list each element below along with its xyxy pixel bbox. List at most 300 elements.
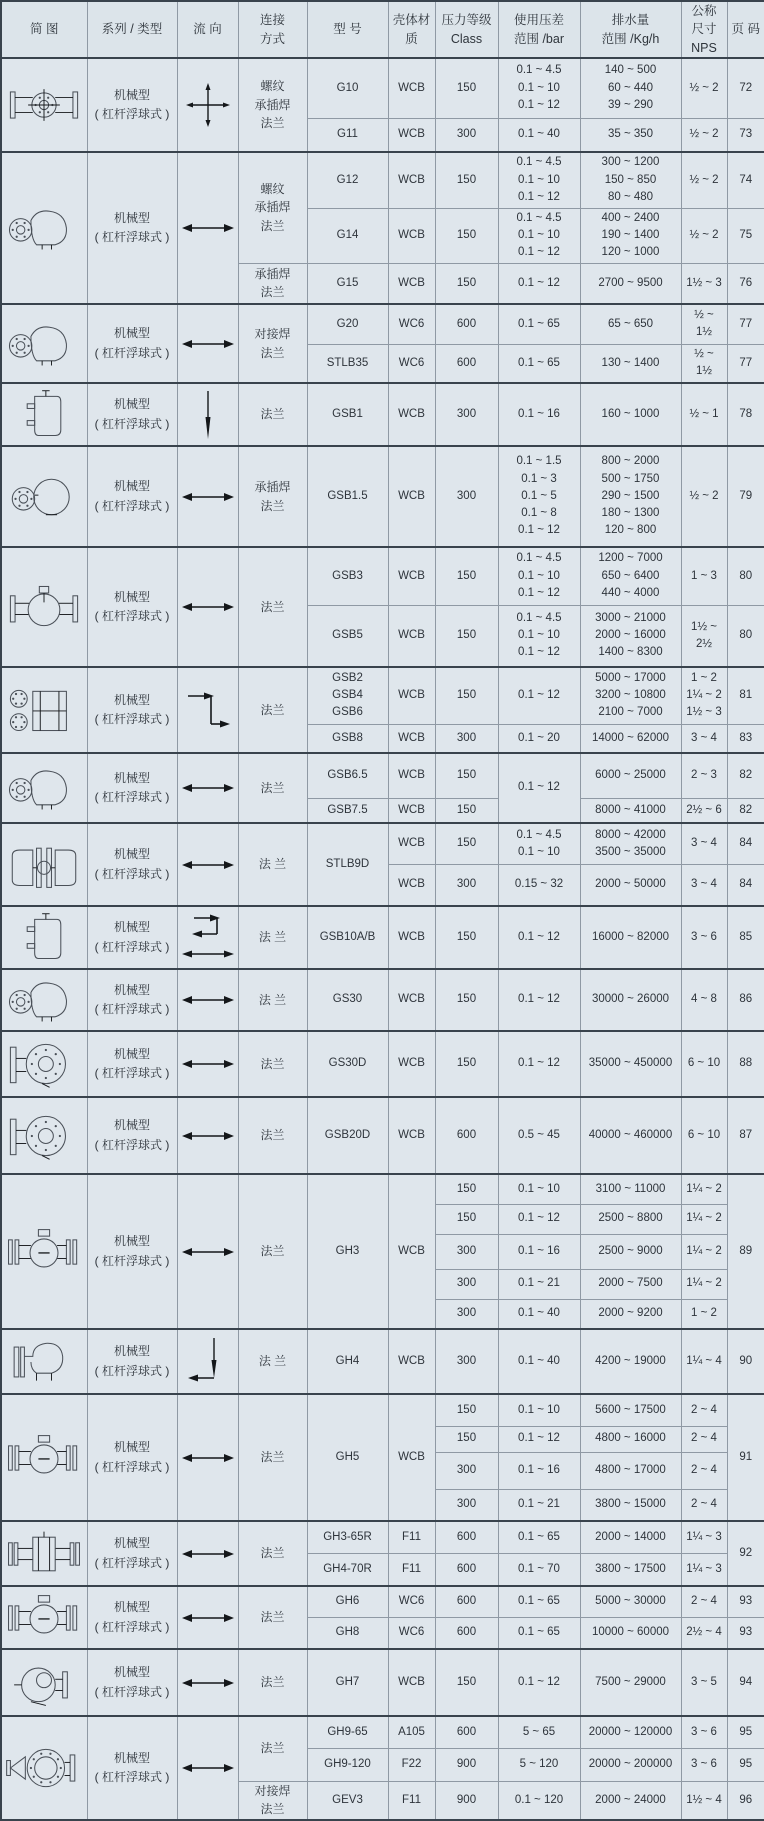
nps-size-value: 1 ~ 2 <box>691 671 717 684</box>
pressure-range-value: 0.1 ~ 65 <box>518 317 560 330</box>
material <box>388 1649 435 1716</box>
model-number-value: GH9-120 <box>324 1757 371 1770</box>
capacity-range <box>580 667 681 724</box>
nps-size <box>681 263 727 304</box>
pressure-range <box>498 152 580 208</box>
page-number-value: 80 <box>739 569 753 582</box>
series-type-label: ( 杠杆浮球式 ) <box>94 1459 170 1474</box>
page-number <box>727 724 764 753</box>
column-header-series <box>87 1 177 58</box>
nps-size-value: 1½ <box>696 326 712 339</box>
material <box>388 1748 435 1781</box>
page-number <box>727 152 764 208</box>
pressure-class-value: 150 <box>456 1675 477 1688</box>
series-type-label: ( 杠杆浮球式 ) <box>94 1684 170 1699</box>
connection-type <box>238 1174 307 1329</box>
capacity-range <box>580 208 681 263</box>
capacity-range <box>580 304 681 344</box>
pressure-range-value: 0.1 ~ 4.5 <box>516 211 562 224</box>
page-number <box>727 823 764 864</box>
series-type-label: 机械型 <box>113 1750 150 1765</box>
capacity-range <box>580 1553 681 1586</box>
series-type-label: ( 杠杆浮球式 ) <box>94 939 170 954</box>
flow-left-right-icon <box>180 467 236 527</box>
capacity-range-value: 180 ~ 1300 <box>601 507 660 520</box>
capacity-range <box>580 547 681 605</box>
pressure-range-value: 0.1 ~ 12 <box>518 586 560 599</box>
flow-left-right-icon <box>180 1524 236 1584</box>
column-header-label: 质 <box>405 31 418 46</box>
material <box>388 1586 435 1617</box>
series-type <box>87 1586 177 1649</box>
column-header-dp <box>498 1 580 58</box>
column-header-model <box>307 1 388 58</box>
capacity-range <box>580 1748 681 1781</box>
pressure-range-value: 0.1 ~ 65 <box>518 356 560 369</box>
model-number <box>307 1649 388 1716</box>
pressure-range <box>498 446 580 547</box>
product-sketch-side-float-icon <box>4 972 84 1028</box>
pressure-class <box>435 1204 498 1234</box>
series-type-label: 机械型 <box>113 982 150 997</box>
capacity-range-value: 30000 ~ 26000 <box>591 993 670 1006</box>
column-header-mat <box>388 1 435 58</box>
nps-size <box>681 58 727 118</box>
connection-type <box>238 1649 307 1716</box>
page-number <box>727 798 764 823</box>
connection-type-value: 法 兰 <box>258 930 287 945</box>
material-value: F22 <box>401 1757 422 1770</box>
material <box>388 906 435 969</box>
page-number-value: 82 <box>739 769 753 782</box>
connection-type <box>238 1586 307 1649</box>
product-sketch-side-float-icon <box>4 760 84 816</box>
material <box>388 152 435 208</box>
product-sketch-round-sym-icon <box>4 579 84 635</box>
series-type <box>87 667 177 753</box>
product-sketch-corner-body-icon <box>4 1334 84 1390</box>
page-number <box>727 263 764 304</box>
model-number-value: GSB10A/B <box>319 930 376 943</box>
nps-size <box>681 1716 727 1748</box>
pressure-class-value: 150 <box>456 1432 477 1445</box>
nps-size-value: 3 ~ 6 <box>691 1757 717 1770</box>
connection-type <box>238 547 307 667</box>
pressure-class <box>435 304 498 344</box>
pressure-range <box>498 1204 580 1234</box>
model-number-value: GH9-65 <box>327 1725 368 1738</box>
pressure-range <box>498 1781 580 1820</box>
series-type-label: ( 杠杆浮球式 ) <box>94 1137 170 1152</box>
pressure-range-value: 0.1 ~ 10 <box>518 81 560 94</box>
connection-type <box>238 667 307 753</box>
page-number-value: 77 <box>739 356 753 369</box>
pressure-class-value: 150 <box>456 81 477 94</box>
product-sketch-inline-pipe-icon <box>4 1224 84 1280</box>
pressure-range-value: 0.1 ~ 12 <box>518 246 560 259</box>
pressure-range <box>498 1586 580 1617</box>
pressure-range-value: 0.1 ~ 8 <box>521 507 557 520</box>
pressure-class-value: 600 <box>456 1530 477 1543</box>
material-value: WCB <box>398 407 425 420</box>
pressure-class-value: 900 <box>456 1757 477 1770</box>
flow-left-right-icon <box>180 314 236 374</box>
page-number-value: 92 <box>739 1546 753 1559</box>
flow-left-right-icon <box>180 1653 236 1713</box>
series-type-label: 机械型 <box>113 692 150 707</box>
capacity-range-value: 2700 ~ 9500 <box>598 276 663 289</box>
pressure-range-value: 0.1 ~ 12 <box>518 98 560 111</box>
series-type-label: 机械型 <box>113 1536 150 1551</box>
pressure-class <box>435 1716 498 1748</box>
capacity-range <box>580 383 681 446</box>
pressure-class-value: 300 <box>456 1277 477 1290</box>
page-number <box>727 1329 764 1394</box>
product-sketch-cell <box>1 823 87 906</box>
page-number-value: 90 <box>739 1354 753 1367</box>
pressure-class <box>435 1781 498 1820</box>
model-number-value: G11 <box>337 128 358 141</box>
flow-direction-cell <box>177 1174 238 1329</box>
pressure-range <box>498 605 580 667</box>
capacity-range-value: 150 ~ 850 <box>604 173 657 186</box>
pressure-class <box>435 605 498 667</box>
pressure-class <box>435 1097 498 1174</box>
pressure-range <box>498 1452 580 1489</box>
material <box>388 446 435 547</box>
nps-size-value: 1¼ ~ 4 <box>686 1354 722 1367</box>
product-sketch-cell <box>1 1329 87 1394</box>
capacity-range <box>580 1234 681 1269</box>
column-header-label: 压力等级 <box>441 13 492 28</box>
pressure-class-value: 600 <box>456 1725 477 1738</box>
model-number-value: GS30D <box>328 1057 367 1070</box>
nps-size-value: ½ ~ 2 <box>689 128 719 141</box>
series-type-label: ( 杠杆浮球式 ) <box>94 1555 170 1570</box>
flow-left-right-icon <box>180 1106 236 1166</box>
page-number-value: 87 <box>739 1128 753 1141</box>
connection-type-value: 法兰 <box>260 1450 285 1465</box>
pressure-class-value: 300 <box>456 489 477 502</box>
nps-size-value: 1 ~ 2 <box>691 1307 717 1320</box>
material-value: F11 <box>402 1793 421 1806</box>
nps-size-value: 3 ~ 4 <box>691 878 717 891</box>
nps-size <box>681 753 727 798</box>
material <box>388 1781 435 1820</box>
nps-size-value: 2 ~ 4 <box>691 1463 717 1476</box>
pressure-range <box>498 1426 580 1452</box>
page-number-value: 75 <box>739 228 753 241</box>
pressure-class <box>435 1269 498 1299</box>
nps-size-value: 2½ ~ 4 <box>686 1626 722 1639</box>
model-number <box>307 58 388 118</box>
capacity-range-value: 1400 ~ 8300 <box>598 646 663 659</box>
material-value: WC6 <box>398 317 425 330</box>
pressure-class-value: 300 <box>456 1307 477 1320</box>
capacity-range <box>580 1097 681 1174</box>
column-header-label: 简 图 <box>30 22 59 37</box>
flow-left-right-icon <box>180 1428 236 1488</box>
product-sketch-cell <box>1 1649 87 1716</box>
series-type-label: ( 杠杆浮球式 ) <box>94 230 170 244</box>
column-header-label: 范围 /Kg/h <box>601 31 660 46</box>
material <box>388 667 435 724</box>
product-sketch-cell <box>1 1394 87 1521</box>
product-sketch-cell <box>1 753 87 823</box>
connection-type <box>238 304 307 383</box>
model-number <box>307 1716 388 1748</box>
material <box>388 344 435 383</box>
page-number-value: 81 <box>739 689 753 702</box>
flow-direction-cell <box>177 823 238 906</box>
capacity-range <box>580 263 681 304</box>
pressure-class <box>435 823 498 864</box>
pressure-range <box>498 304 580 344</box>
pressure-range-value: 0.1 ~ 3 <box>521 472 557 485</box>
series-type-label: 机械型 <box>113 397 150 412</box>
flow-down-left-icon <box>180 1332 236 1392</box>
nps-size <box>681 1553 727 1586</box>
material-value: WCB <box>398 1244 425 1257</box>
model-number-value: GH6 <box>335 1595 360 1608</box>
nps-size <box>681 118 727 152</box>
model-number <box>307 605 388 667</box>
pressure-class <box>435 446 498 547</box>
pressure-class <box>435 1426 498 1452</box>
product-sketch-cell <box>1 1174 87 1329</box>
pressure-range-value: 0.1 ~ 40 <box>518 1307 560 1320</box>
pressure-range-value: 0.15 ~ 32 <box>514 878 564 891</box>
page-number <box>727 1174 764 1329</box>
pressure-class <box>435 58 498 118</box>
page-number <box>727 446 764 547</box>
column-header-label: 范围 /bar <box>513 31 564 46</box>
pressure-range <box>498 1174 580 1204</box>
material-value: WC6 <box>398 1626 425 1639</box>
nps-size <box>681 1329 727 1394</box>
column-header-label: Class <box>450 31 483 46</box>
connection-type-value: 法 兰 <box>258 1354 287 1369</box>
product-sketch-cell <box>1 969 87 1031</box>
connection-type <box>238 446 307 547</box>
page-number-value: 85 <box>739 930 753 943</box>
page-number-value: 93 <box>739 1626 753 1639</box>
nps-size <box>681 1489 727 1521</box>
nps-size <box>681 823 727 864</box>
page-number <box>727 304 764 344</box>
flow-direction-cell <box>177 753 238 823</box>
flow-left-right-icon <box>180 1034 236 1094</box>
model-number-value: GH8 <box>335 1626 360 1639</box>
pressure-class-value: 300 <box>456 1354 477 1367</box>
nps-size-value: 1¼ ~ 3 <box>686 1530 722 1543</box>
page-number <box>727 344 764 383</box>
model-number <box>307 1394 388 1521</box>
material-value: WCB <box>398 731 425 744</box>
page-number-value: 83 <box>739 731 753 744</box>
flow-left-right-icon <box>180 577 236 637</box>
model-number <box>307 724 388 753</box>
flow-left-right-icon <box>180 1222 236 1282</box>
connection-type <box>238 1031 307 1097</box>
material <box>388 864 435 906</box>
flow-left-right-icon <box>180 758 236 818</box>
pressure-class <box>435 906 498 969</box>
nps-size-value: 1¼ ~ 2 <box>686 689 722 702</box>
material <box>388 1174 435 1329</box>
connection-type-value: 法兰 <box>260 219 285 234</box>
series-type-label: ( 杠杆浮球式 ) <box>94 1770 170 1784</box>
pressure-class-value: 300 <box>456 128 477 141</box>
pressure-range-value: 0.1 ~ 12 <box>518 1212 560 1225</box>
nps-size <box>681 1269 727 1299</box>
model-number-value: G15 <box>336 276 359 289</box>
pressure-range <box>498 1617 580 1649</box>
nps-size-value: 3 ~ 4 <box>691 731 717 744</box>
nps-size <box>681 1781 727 1820</box>
column-header-label: 系列 / 类型 <box>101 22 163 37</box>
model-number-value: G14 <box>336 228 359 241</box>
page-number-value: 77 <box>739 317 753 330</box>
series-type-label: 机械型 <box>113 770 150 785</box>
pressure-range-value: 0.1 ~ 16 <box>518 1244 560 1257</box>
pressure-class <box>435 344 498 383</box>
capacity-range-value: 190 ~ 1400 <box>601 228 660 241</box>
page-number <box>727 118 764 152</box>
connection-type <box>238 1329 307 1394</box>
column-header-label: 页 码 <box>731 22 760 37</box>
pressure-range-value: 0.1 ~ 70 <box>518 1562 560 1575</box>
pressure-range-value: 0.1 ~ 4.5 <box>516 552 562 565</box>
pressure-class <box>435 1586 498 1617</box>
material-value: WCB <box>398 629 425 642</box>
pressure-range-value: 0.1 ~ 12 <box>518 1057 560 1070</box>
column-header-page <box>727 1 764 58</box>
pressure-class <box>435 1394 498 1426</box>
nps-size <box>681 798 727 823</box>
page-number-value: 80 <box>739 629 753 642</box>
flow-direction-cell <box>177 58 238 152</box>
column-header-label: 壳体材 <box>392 13 431 28</box>
nps-size <box>681 344 727 383</box>
flow-direction-cell <box>177 667 238 753</box>
material <box>388 753 435 798</box>
series-type-label: 机械型 <box>113 1665 150 1680</box>
capacity-range-value: 120 ~ 1000 <box>601 246 660 259</box>
nps-size <box>681 304 727 344</box>
pressure-range-value: 0.1 ~ 65 <box>518 1595 560 1608</box>
pressure-range <box>498 383 580 446</box>
material-value: WCB <box>398 1057 425 1070</box>
page-number <box>727 753 764 798</box>
column-header-label: 使用压差 <box>513 13 564 28</box>
series-type-label: 机械型 <box>113 1234 150 1249</box>
pressure-class <box>435 667 498 724</box>
capacity-range-value: 2000 ~ 50000 <box>595 878 666 891</box>
nps-size <box>681 1097 727 1174</box>
page-number <box>727 208 764 263</box>
nps-size <box>681 1649 727 1716</box>
product-sketch-cell <box>1 152 87 304</box>
model-number <box>307 1521 388 1553</box>
product-sketch-cell <box>1 304 87 383</box>
page-number <box>727 1031 764 1097</box>
pressure-range <box>498 344 580 383</box>
model-number-value: GSB4 <box>332 689 363 702</box>
pressure-range <box>498 724 580 753</box>
series-type-label: 机械型 <box>113 1046 150 1061</box>
capacity-range-value: 140 ~ 500 <box>604 64 657 77</box>
page-number <box>727 1617 764 1649</box>
nps-size-value: 2 ~ 3 <box>691 769 717 782</box>
pressure-range <box>498 1234 580 1269</box>
capacity-range <box>580 1649 681 1716</box>
series-type-label: ( 杠杆浮球式 ) <box>94 712 170 726</box>
pressure-range-value: 5 ~ 120 <box>519 1757 559 1770</box>
pressure-range-value: 0.1 ~ 4.5 <box>516 828 562 841</box>
column-header-label: 型 号 <box>333 22 362 37</box>
pressure-range-value: 0.1 ~ 10 <box>518 1403 560 1416</box>
flow-direction-cell <box>177 152 238 304</box>
pressure-range <box>498 753 580 823</box>
flow-left-right-icon <box>180 835 236 895</box>
nps-size-value: 6 ~ 10 <box>687 1128 721 1141</box>
series-type-label: ( 杠杆浮球式 ) <box>94 1002 170 1016</box>
material-value: WCB <box>398 1675 425 1688</box>
pressure-range-value: 0.1 ~ 4.5 <box>516 64 562 77</box>
material-value: WCB <box>398 769 425 782</box>
product-sketch-pump-body-icon <box>4 1655 84 1711</box>
pressure-range <box>498 547 580 605</box>
model-number <box>307 969 388 1031</box>
capacity-range-value: 3800 ~ 17500 <box>595 1562 666 1575</box>
series-type-label: 机械型 <box>113 1440 150 1455</box>
series-type <box>87 304 177 383</box>
pressure-class-value: 150 <box>456 228 477 241</box>
connection-type <box>238 1781 307 1820</box>
pressure-class-value: 150 <box>456 1057 477 1070</box>
series-type-label: ( 杠杆浮球式 ) <box>94 498 170 513</box>
pressure-class <box>435 798 498 823</box>
nps-size <box>681 152 727 208</box>
capacity-range-value: 2500 ~ 8800 <box>598 1212 663 1225</box>
capacity-range <box>580 152 681 208</box>
material-value: WCB <box>398 81 425 94</box>
material-value: WCB <box>398 878 425 891</box>
capacity-range-value: 2000 ~ 7500 <box>598 1277 663 1290</box>
connection-type <box>238 753 307 823</box>
connection-type-value: 对接焊 <box>254 1783 291 1798</box>
material <box>388 823 435 864</box>
series-type <box>87 383 177 446</box>
page-number <box>727 1394 764 1521</box>
nps-size-value: 1¼ ~ 2 <box>686 1277 722 1290</box>
nps-size <box>681 864 727 906</box>
nps-size-value: 3 ~ 6 <box>691 1725 717 1738</box>
connection-type <box>238 906 307 969</box>
pressure-range-value: 0.1 ~ 10 <box>518 1182 560 1195</box>
page-number-value: 88 <box>739 1057 753 1070</box>
product-sketch-cell <box>1 667 87 753</box>
connection-type-value: 法兰 <box>260 1741 285 1756</box>
pressure-range <box>498 1299 580 1329</box>
series-type-label: ( 杠杆浮球式 ) <box>94 1363 170 1378</box>
capacity-range <box>580 446 681 547</box>
capacity-range-value: 4200 ~ 19000 <box>595 1354 666 1367</box>
nps-size-value: ½ ~ 2 <box>689 489 719 502</box>
pressure-class-value: 150 <box>456 569 477 582</box>
model-number-value: STLB35 <box>326 356 369 369</box>
